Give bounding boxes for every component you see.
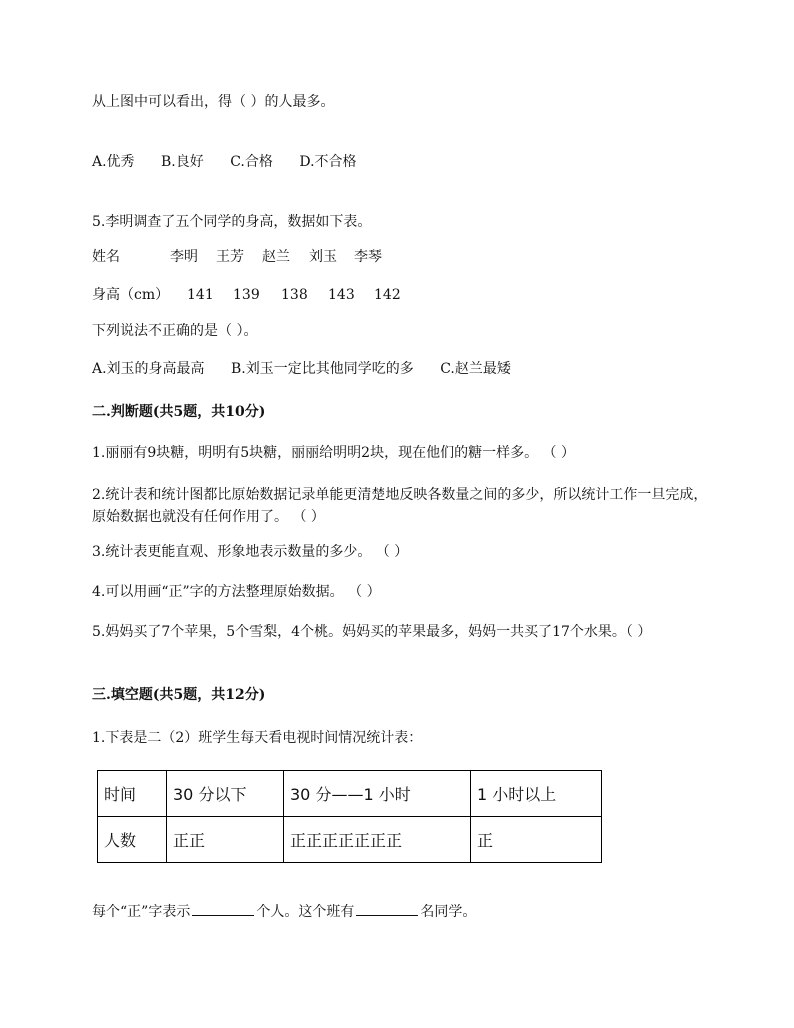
q4-stem: 从上图中可以看出，得（ ）的人最多。 (92, 94, 335, 110)
q5-height-4: 143 (328, 287, 355, 303)
q5-option-b: B.刘玉一定比其他同学吃的多 (231, 361, 414, 377)
q5-option-c: C.赵兰最矮 (440, 361, 511, 377)
tv-time-table (97, 770, 602, 863)
q5-stem: 5.李明调查了五个同学的身高，数据如下表。 (92, 214, 372, 230)
q4-options (92, 152, 379, 172)
q5-height-label: 身高（cm） (92, 287, 170, 303)
q5-name-3: 赵兰 (262, 249, 290, 265)
fill-text-b: 个人。这个班有 (256, 904, 355, 920)
q5-options (92, 359, 533, 379)
s2-item-4: 4.可以用画“正”字的方法整理原始数据。 （ ） (92, 584, 381, 600)
s3-fill-line (92, 901, 476, 922)
table-row (98, 817, 602, 863)
table-cell: 30 分——1 小时 (284, 771, 471, 817)
s2-item-2: 2.统计表和统计图都比原始数据记录单能更清楚地反映各数量之间的多少，所以统计工作一旦完成，原始数据也就没有任何作用了。 （ ） (92, 487, 708, 525)
table-cell: 人数 (98, 817, 167, 863)
answer-blank-1[interactable] (192, 901, 254, 916)
q5-height-5: 142 (374, 287, 401, 303)
q5-name-4: 刘玉 (309, 249, 337, 265)
q5-name-1: 李明 (170, 249, 198, 265)
q5-name-2: 王芳 (216, 249, 244, 265)
table-cell: 正 (471, 817, 602, 863)
table-cell: 30 分以下 (167, 771, 284, 817)
answer-blank-2[interactable] (356, 901, 418, 916)
s2-item-5: 5.妈妈买了7个苹果，5个雪梨，4个桃。妈妈买的苹果最多，妈妈一共买了17个水果。（ ） (92, 624, 652, 640)
q5-name-5: 李琴 (354, 249, 382, 265)
q4-option-b: B.良好 (161, 154, 204, 170)
q5-heights-row (92, 285, 412, 305)
fill-text-c: 名同学。 (420, 904, 477, 920)
q5-names-row (92, 247, 412, 267)
q4-option-d: D.不合格 (299, 154, 357, 170)
table-row-header (98, 771, 602, 817)
s2-item-1: 1.丽丽有9块糖，明明有5块糖，丽丽给明明2块，现在他们的糖一样多。 （ ） (92, 445, 575, 461)
q4-option-c: C.合格 (230, 154, 273, 170)
q5-height-2: 139 (233, 287, 260, 303)
s3-q1-stem: 1.下表是二（2）班学生每天看电视时间情况统计表： (92, 730, 423, 746)
table-cell: 时间 (98, 771, 167, 817)
q5-name-label: 姓名 (92, 249, 120, 265)
s2-item-3: 3.统计表更能直观、形象地表示数量的多少。 （ ） (92, 544, 409, 560)
q4-option-a: A.优秀 (92, 154, 135, 170)
table-cell: 正正 (167, 817, 284, 863)
section2-title: 二.判断题(共5题，共10分) (92, 404, 266, 420)
q5-height-3: 138 (281, 287, 308, 303)
section3-title: 三.填空题(共5题，共12分) (92, 687, 266, 703)
table-cell: 正正正正正正正 (284, 817, 471, 863)
q5-height-1: 141 (187, 287, 214, 303)
fill-text-a: 每个“正”字表示 (92, 904, 191, 920)
table-cell: 1 小时以上 (471, 771, 602, 817)
q5-question: 下列说法不正确的是（ ）。 (92, 323, 258, 339)
q5-option-a: A.刘玉的身高最高 (92, 361, 205, 377)
